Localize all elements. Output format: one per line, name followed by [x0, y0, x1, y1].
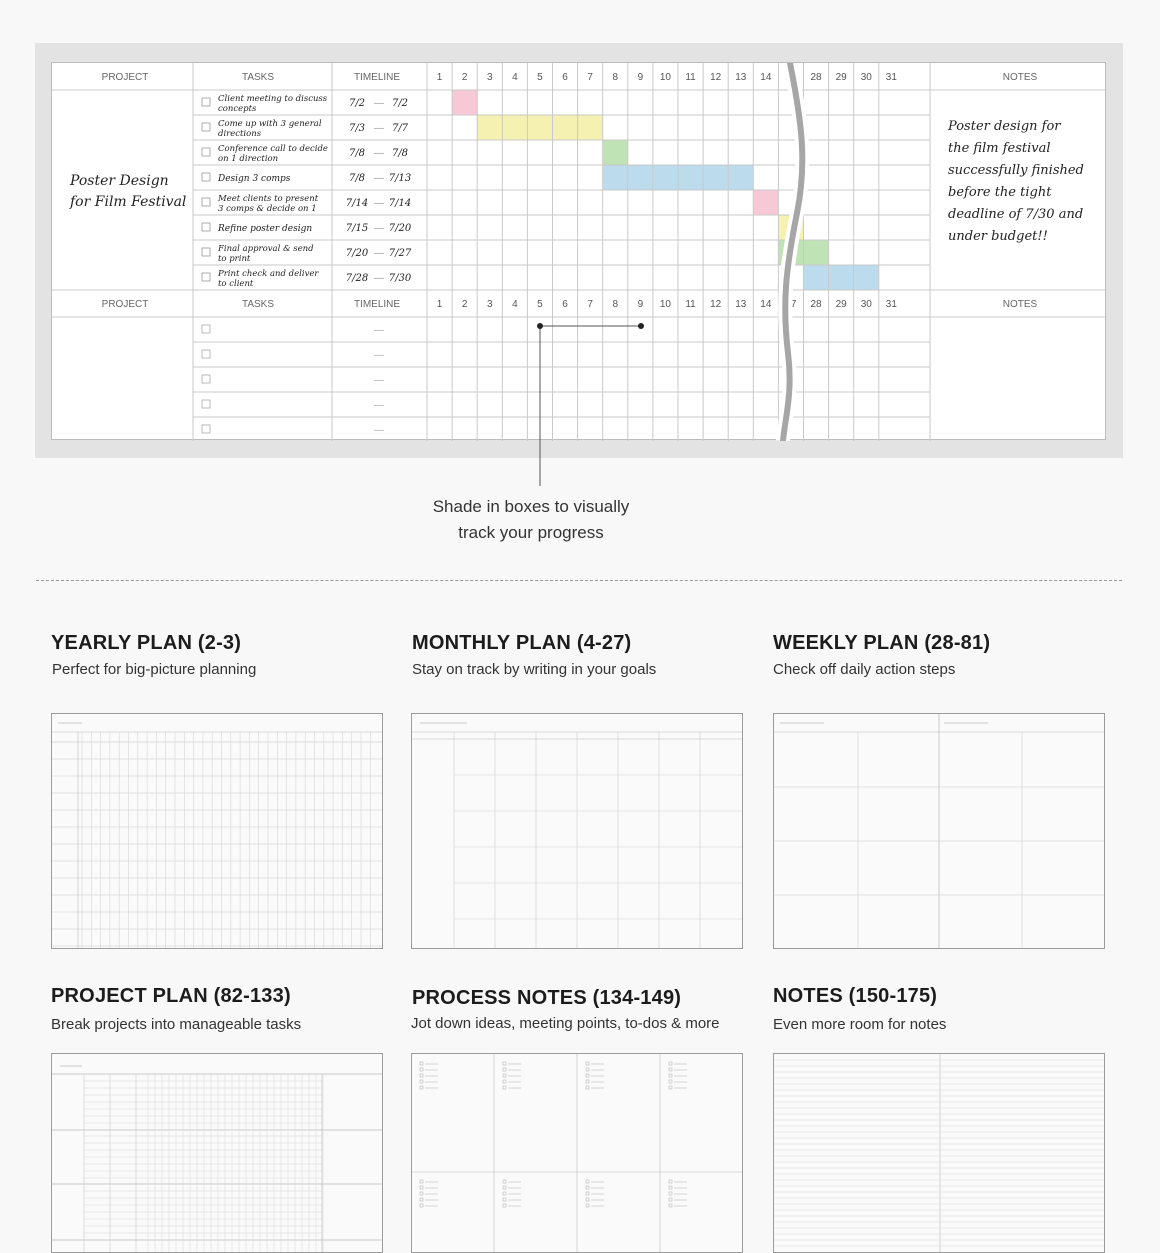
- header-day-30: 30: [860, 299, 872, 310]
- task-end-date: 7/27: [388, 248, 412, 259]
- thumb-checkbox: [503, 1086, 506, 1089]
- header-day-29: 29: [835, 72, 847, 83]
- timeline-dash: —: [374, 223, 384, 234]
- task-start-date: 7/15: [345, 223, 369, 234]
- header-day-31: 31: [885, 72, 897, 83]
- weekly-plan-title: WEEKLY PLAN (28-81): [773, 632, 991, 654]
- empty-timeline-dash: —: [374, 400, 384, 411]
- yearly-plan-thumbnail: [51, 713, 383, 949]
- thumb-checkbox: [503, 1068, 506, 1071]
- empty-timeline-dash: —: [374, 375, 384, 386]
- timeline-dash: —: [374, 198, 384, 209]
- thumb-checkbox: [669, 1204, 672, 1207]
- project-name-line: Poster Design: [70, 173, 169, 189]
- header-day-3: 3: [486, 299, 493, 310]
- header-day-28: 28: [810, 72, 822, 83]
- project-plan-thumbnail: [51, 1053, 383, 1253]
- task-text: Meet clients to present: [218, 194, 319, 204]
- task-end-date: 7/7: [391, 123, 409, 134]
- callout-line-1: Shade in boxes to visually: [432, 497, 630, 516]
- header-day-9: 9: [637, 72, 644, 83]
- header-day-1: 1: [436, 72, 443, 83]
- task-checkbox[interactable]: [202, 273, 210, 281]
- thumb-checkbox: [669, 1080, 672, 1083]
- header-day-14: 14: [760, 299, 772, 310]
- thumb-checkbox: [420, 1180, 423, 1183]
- thumb-checkbox: [586, 1068, 589, 1071]
- progress-shade-4: [753, 190, 778, 215]
- notes-line: the film festival: [948, 141, 1051, 156]
- thumb-checkbox: [420, 1062, 423, 1065]
- task-end-date: 7/20: [388, 223, 412, 234]
- header-day-27: 27: [785, 299, 797, 310]
- header-day-5: 5: [537, 72, 543, 83]
- header-day-30: 30: [860, 72, 872, 83]
- header-day-14: 14: [760, 72, 772, 83]
- header-project: PROJECT: [101, 299, 149, 310]
- thumb-checkbox: [669, 1180, 672, 1183]
- empty-task-checkbox[interactable]: [202, 325, 210, 333]
- task-text: Client meeting to discuss: [218, 94, 328, 104]
- notes-subtitle: Even more room for notes: [773, 1016, 947, 1033]
- thumb-checkbox: [503, 1198, 506, 1201]
- timeline-dash: —: [374, 273, 384, 284]
- task-start-date: 7/8: [348, 173, 366, 184]
- thumb-checkbox: [669, 1086, 672, 1089]
- thumb-checkbox: [420, 1192, 423, 1195]
- header-day-3: 3: [486, 72, 493, 83]
- header-day-7: 7: [587, 299, 593, 310]
- task-text: Come up with 3 general: [218, 119, 322, 129]
- header-day-10: 10: [659, 72, 672, 83]
- task-text: to print: [218, 254, 251, 264]
- thumb-checkbox: [503, 1186, 506, 1189]
- thumb-checkbox: [420, 1086, 423, 1089]
- thumb-checkbox: [420, 1198, 423, 1201]
- thumb-checkbox: [420, 1074, 423, 1077]
- thumb-checkbox: [669, 1074, 672, 1077]
- yearly-plan-title: YEARLY PLAN (2-3): [51, 632, 242, 654]
- thumb-checkbox: [503, 1062, 506, 1065]
- thumb-checkbox: [669, 1068, 672, 1071]
- thumb-checkbox: [586, 1198, 589, 1201]
- thumb-checkbox: [503, 1074, 506, 1077]
- process-notes-subtitle: Jot down ideas, meeting points, to-dos & more: [411, 1015, 720, 1032]
- task-text: Print check and deliver: [218, 269, 319, 279]
- project-name-line: for Film Festival: [70, 194, 187, 210]
- header-notes: NOTES: [1002, 299, 1038, 310]
- progress-shade-7: [804, 265, 879, 290]
- task-start-date: 7/28: [345, 273, 369, 284]
- progress-shade-1: [477, 115, 603, 140]
- header-day-4: 4: [512, 299, 518, 310]
- project-planner-example: [51, 62, 1106, 440]
- notes-title: NOTES (150-175): [773, 985, 938, 1007]
- timeline-dash: —: [374, 248, 384, 259]
- header-day-11: 11: [685, 299, 696, 310]
- thumb-checkbox: [586, 1086, 589, 1089]
- header-day-12: 12: [710, 72, 722, 83]
- task-checkbox[interactable]: [202, 123, 210, 131]
- task-start-date: 7/8: [348, 148, 366, 159]
- notes-line: before the tight: [948, 185, 1052, 200]
- header-project: PROJECT: [101, 72, 149, 83]
- empty-task-checkbox[interactable]: [202, 350, 210, 358]
- thumb-checkbox: [503, 1080, 506, 1083]
- task-end-date: 7/13: [388, 173, 412, 184]
- thumb-checkbox: [586, 1204, 589, 1207]
- header-tasks: TASKS: [241, 299, 275, 310]
- task-text: on 1 direction: [218, 154, 279, 164]
- header-day-10: 10: [659, 299, 672, 310]
- task-end-date: 7/2: [391, 98, 409, 109]
- task-end-date: 7/14: [388, 198, 412, 209]
- planner-grid: [52, 63, 1107, 441]
- thumb-checkbox: [586, 1180, 589, 1183]
- empty-task-checkbox[interactable]: [202, 375, 210, 383]
- notes-thumbnail: [773, 1053, 1105, 1253]
- header-day-31: 31: [885, 299, 897, 310]
- thumb-checkbox: [420, 1068, 423, 1071]
- header-timeline: TIMELINE: [353, 72, 401, 83]
- thumb-checkbox: [420, 1204, 423, 1207]
- header-day-1: 1: [436, 299, 443, 310]
- process-notes-title: PROCESS NOTES (134-149): [412, 987, 682, 1009]
- notes-line: successfully finished: [948, 163, 1084, 178]
- callout-line-2: track your progress: [458, 523, 604, 542]
- header-day-13: 13: [735, 299, 747, 310]
- task-checkbox[interactable]: [202, 223, 210, 231]
- header-timeline: TIMELINE: [353, 299, 401, 310]
- timeline-dash: —: [374, 123, 384, 134]
- task-checkbox[interactable]: [202, 198, 210, 206]
- weekly-plan-subtitle: Check off daily action steps: [773, 661, 956, 678]
- task-checkbox[interactable]: [202, 98, 210, 106]
- header-day-8: 8: [612, 299, 619, 310]
- header-day-29: 29: [835, 299, 847, 310]
- notes-line: deadline of 7/30 and: [948, 207, 1084, 222]
- process-notes-thumbnail: [411, 1053, 743, 1253]
- thumb-checkbox: [503, 1192, 506, 1195]
- header-tasks: TASKS: [241, 72, 275, 83]
- project-name: [69, 173, 186, 210]
- thumb-checkbox: [586, 1062, 589, 1065]
- header-day-27: 27: [785, 72, 797, 83]
- task-text: 3 comps & decide on 1: [218, 204, 317, 214]
- project-plan-subtitle: Break projects into manageable tasks: [51, 1016, 302, 1033]
- task-start-date: 7/2: [348, 98, 366, 109]
- thumb-checkbox: [669, 1186, 672, 1189]
- empty-task-checkbox[interactable]: [202, 400, 210, 408]
- task-start-date: 7/14: [345, 198, 369, 209]
- thumb-checkbox: [420, 1080, 423, 1083]
- task-text: concepts: [218, 104, 257, 114]
- header-day-8: 8: [612, 72, 619, 83]
- notes-line: under budget!!: [948, 229, 1048, 244]
- task-checkbox[interactable]: [202, 148, 210, 156]
- empty-task-checkbox[interactable]: [202, 425, 210, 433]
- thumb-checkbox: [669, 1198, 672, 1201]
- header-day-11: 11: [685, 72, 696, 83]
- progress-shade-0: [452, 90, 477, 115]
- thumb-checkbox: [503, 1204, 506, 1207]
- monthly-plan-subtitle: Stay on track by writing in your goals: [412, 661, 657, 678]
- timeline-dash: —: [374, 173, 384, 184]
- task-checkbox[interactable]: [202, 173, 210, 181]
- project-plan-title: PROJECT PLAN (82-133): [51, 985, 291, 1007]
- header-day-2: 2: [461, 299, 468, 310]
- task-text: to client: [218, 279, 254, 289]
- callout-text: [400, 494, 662, 546]
- task-text: directions: [218, 129, 262, 139]
- header-day-7: 7: [587, 72, 593, 83]
- header-day-13: 13: [735, 72, 747, 83]
- empty-timeline-dash: —: [374, 350, 384, 361]
- section-divider: [36, 580, 1122, 581]
- empty-timeline-dash: —: [374, 325, 384, 336]
- header-day-28: 28: [810, 299, 822, 310]
- yearly-plan-subtitle: Perfect for big-picture planning: [52, 661, 257, 678]
- task-text: Refine poster design: [218, 224, 313, 234]
- thumb-checkbox: [586, 1186, 589, 1189]
- thumb-checkbox: [586, 1074, 589, 1077]
- thumb-checkbox: [586, 1192, 589, 1195]
- task-start-date: 7/20: [345, 248, 369, 259]
- thumb-checkbox: [669, 1062, 672, 1065]
- task-checkbox[interactable]: [202, 248, 210, 256]
- header-day-2: 2: [461, 72, 468, 83]
- empty-timeline-dash: —: [374, 425, 384, 436]
- task-text: Conference call to decide: [218, 144, 328, 154]
- task-text: Design 3 comps: [218, 174, 291, 184]
- header-day-12: 12: [710, 299, 722, 310]
- thumb-checkbox: [586, 1080, 589, 1083]
- project-notes: [947, 119, 1084, 244]
- timeline-dash: —: [374, 98, 384, 109]
- monthly-plan-title: MONTHLY PLAN (4-27): [412, 632, 632, 654]
- task-end-date: 7/30: [388, 273, 412, 284]
- monthly-plan-thumbnail: [411, 713, 743, 949]
- timeline-dash: —: [374, 148, 384, 159]
- thumb-checkbox: [669, 1192, 672, 1195]
- thumb-checkbox: [503, 1180, 506, 1183]
- task-start-date: 7/3: [348, 123, 366, 134]
- notes-line: Poster design for: [948, 119, 1061, 134]
- header-notes: NOTES: [1002, 72, 1038, 83]
- progress-shade-2: [603, 140, 628, 165]
- header-day-6: 6: [562, 72, 568, 83]
- task-text: Final approval & send: [218, 244, 314, 254]
- header-day-5: 5: [537, 299, 543, 310]
- header-day-9: 9: [637, 299, 644, 310]
- weekly-plan-thumbnail: [773, 713, 1105, 949]
- thumb-checkbox: [420, 1186, 423, 1189]
- header-day-4: 4: [512, 72, 518, 83]
- header-day-6: 6: [562, 299, 568, 310]
- task-end-date: 7/8: [391, 148, 409, 159]
